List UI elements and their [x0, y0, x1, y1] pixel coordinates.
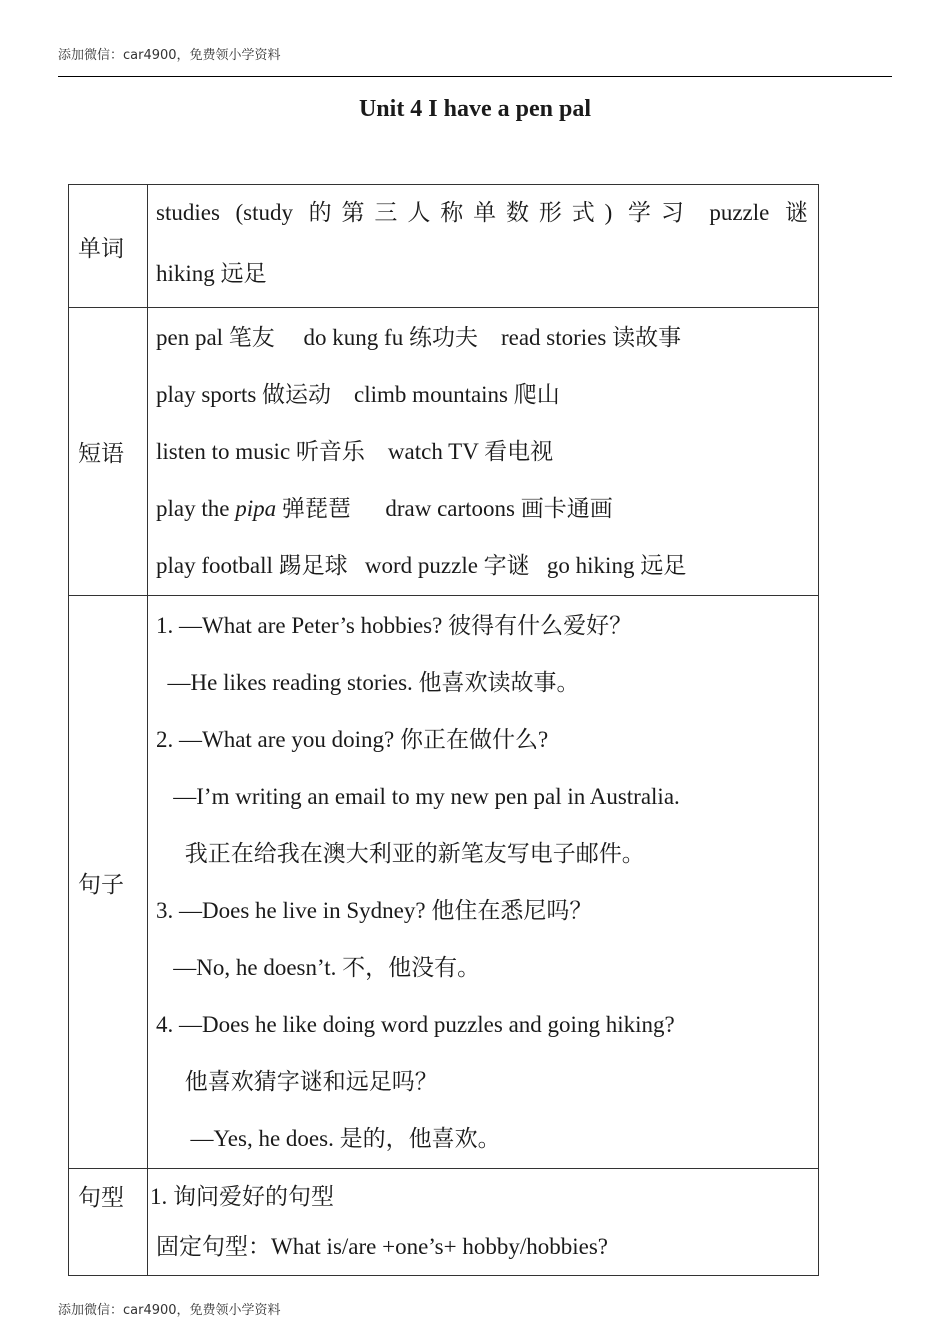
row-label-words: 单词 — [69, 185, 148, 308]
phrases-content — [148, 308, 819, 596]
table-row-sentences — [69, 596, 819, 1169]
footer-watermark: 添加微信：car4900，免费领小学资料 — [58, 1303, 281, 1318]
phrases-line-2: play sports 做运动 climb mountains 爬山 — [156, 382, 560, 407]
sentence-line-1: 1. —What are Peter’s hobbies? 彼得有什么爱好？ — [156, 613, 633, 638]
sentences-content — [148, 596, 819, 1169]
phrases-line-4-pipa: pipa — [235, 496, 277, 521]
phrases-line-4-pre: play the — [156, 496, 236, 521]
sentence-line-9: 他喜欢猜字谜和远足吗？ — [156, 1069, 438, 1094]
phrases-line-5: play football 踢足球 word puzzle 字谜 go hiking 远足 — [156, 553, 687, 578]
words-line-1: studies (study 的第三人称单数形式) 学习 puzzle 谜 — [156, 200, 808, 225]
header-watermark: 添加微信：car4900，免费领小学资料 — [58, 48, 281, 63]
words-line-2: hiking 远足 — [156, 261, 267, 286]
phrases-line-3: listen to music 听音乐 watch TV 看电视 — [156, 439, 554, 464]
vocabulary-table — [68, 184, 819, 1276]
table-row-phrases — [69, 308, 819, 596]
sentence-line-4: —I’m writing an email to my new pen pal in Australia. — [156, 784, 680, 809]
words-content — [148, 185, 819, 308]
sentence-line-3: 2. —What are you doing? 你正在做什么? — [156, 727, 549, 752]
phrases-line-1: pen pal 笔友 do kung fu 练功夫 read stories 读故事 — [156, 325, 682, 350]
sentence-line-8: 4. —Does he like doing word puzzles and going hiking? — [156, 1012, 675, 1037]
row-label-phrases: 短语 — [69, 308, 148, 596]
sentence-line-6: 3. —Does he live in Sydney? 他住在悉尼吗？ — [156, 898, 593, 923]
row-label-sentences: 句子 — [69, 596, 148, 1169]
table-row-words — [69, 185, 819, 308]
row-label-patterns: 句型 — [69, 1169, 148, 1276]
pattern-line-1: 1. 询问爱好的句型 — [150, 1184, 334, 1209]
sentence-line-5: 我正在给我在澳大利亚的新笔友写电子邮件。 — [156, 841, 645, 866]
sentence-line-2: —He likes reading stories. 他喜欢读故事。 — [156, 670, 580, 695]
sentence-line-7: —No, he doesn’t. 不，他没有。 — [156, 955, 481, 980]
pattern-line-2: 固定句型：What is/are +one’s+ hobby/hobbies? — [156, 1234, 609, 1259]
patterns-content — [148, 1169, 819, 1276]
table-row-patterns — [69, 1169, 819, 1276]
header-divider — [58, 76, 892, 77]
sentence-line-10: —Yes, he does. 是的，他喜欢。 — [156, 1126, 501, 1151]
page-title: Unit 4 I have a pen pal — [358, 96, 592, 122]
phrases-line-4-post: 弹琵琶 draw cartoons 画卡通画 — [276, 496, 613, 521]
phrases-line-4 — [156, 480, 808, 537]
